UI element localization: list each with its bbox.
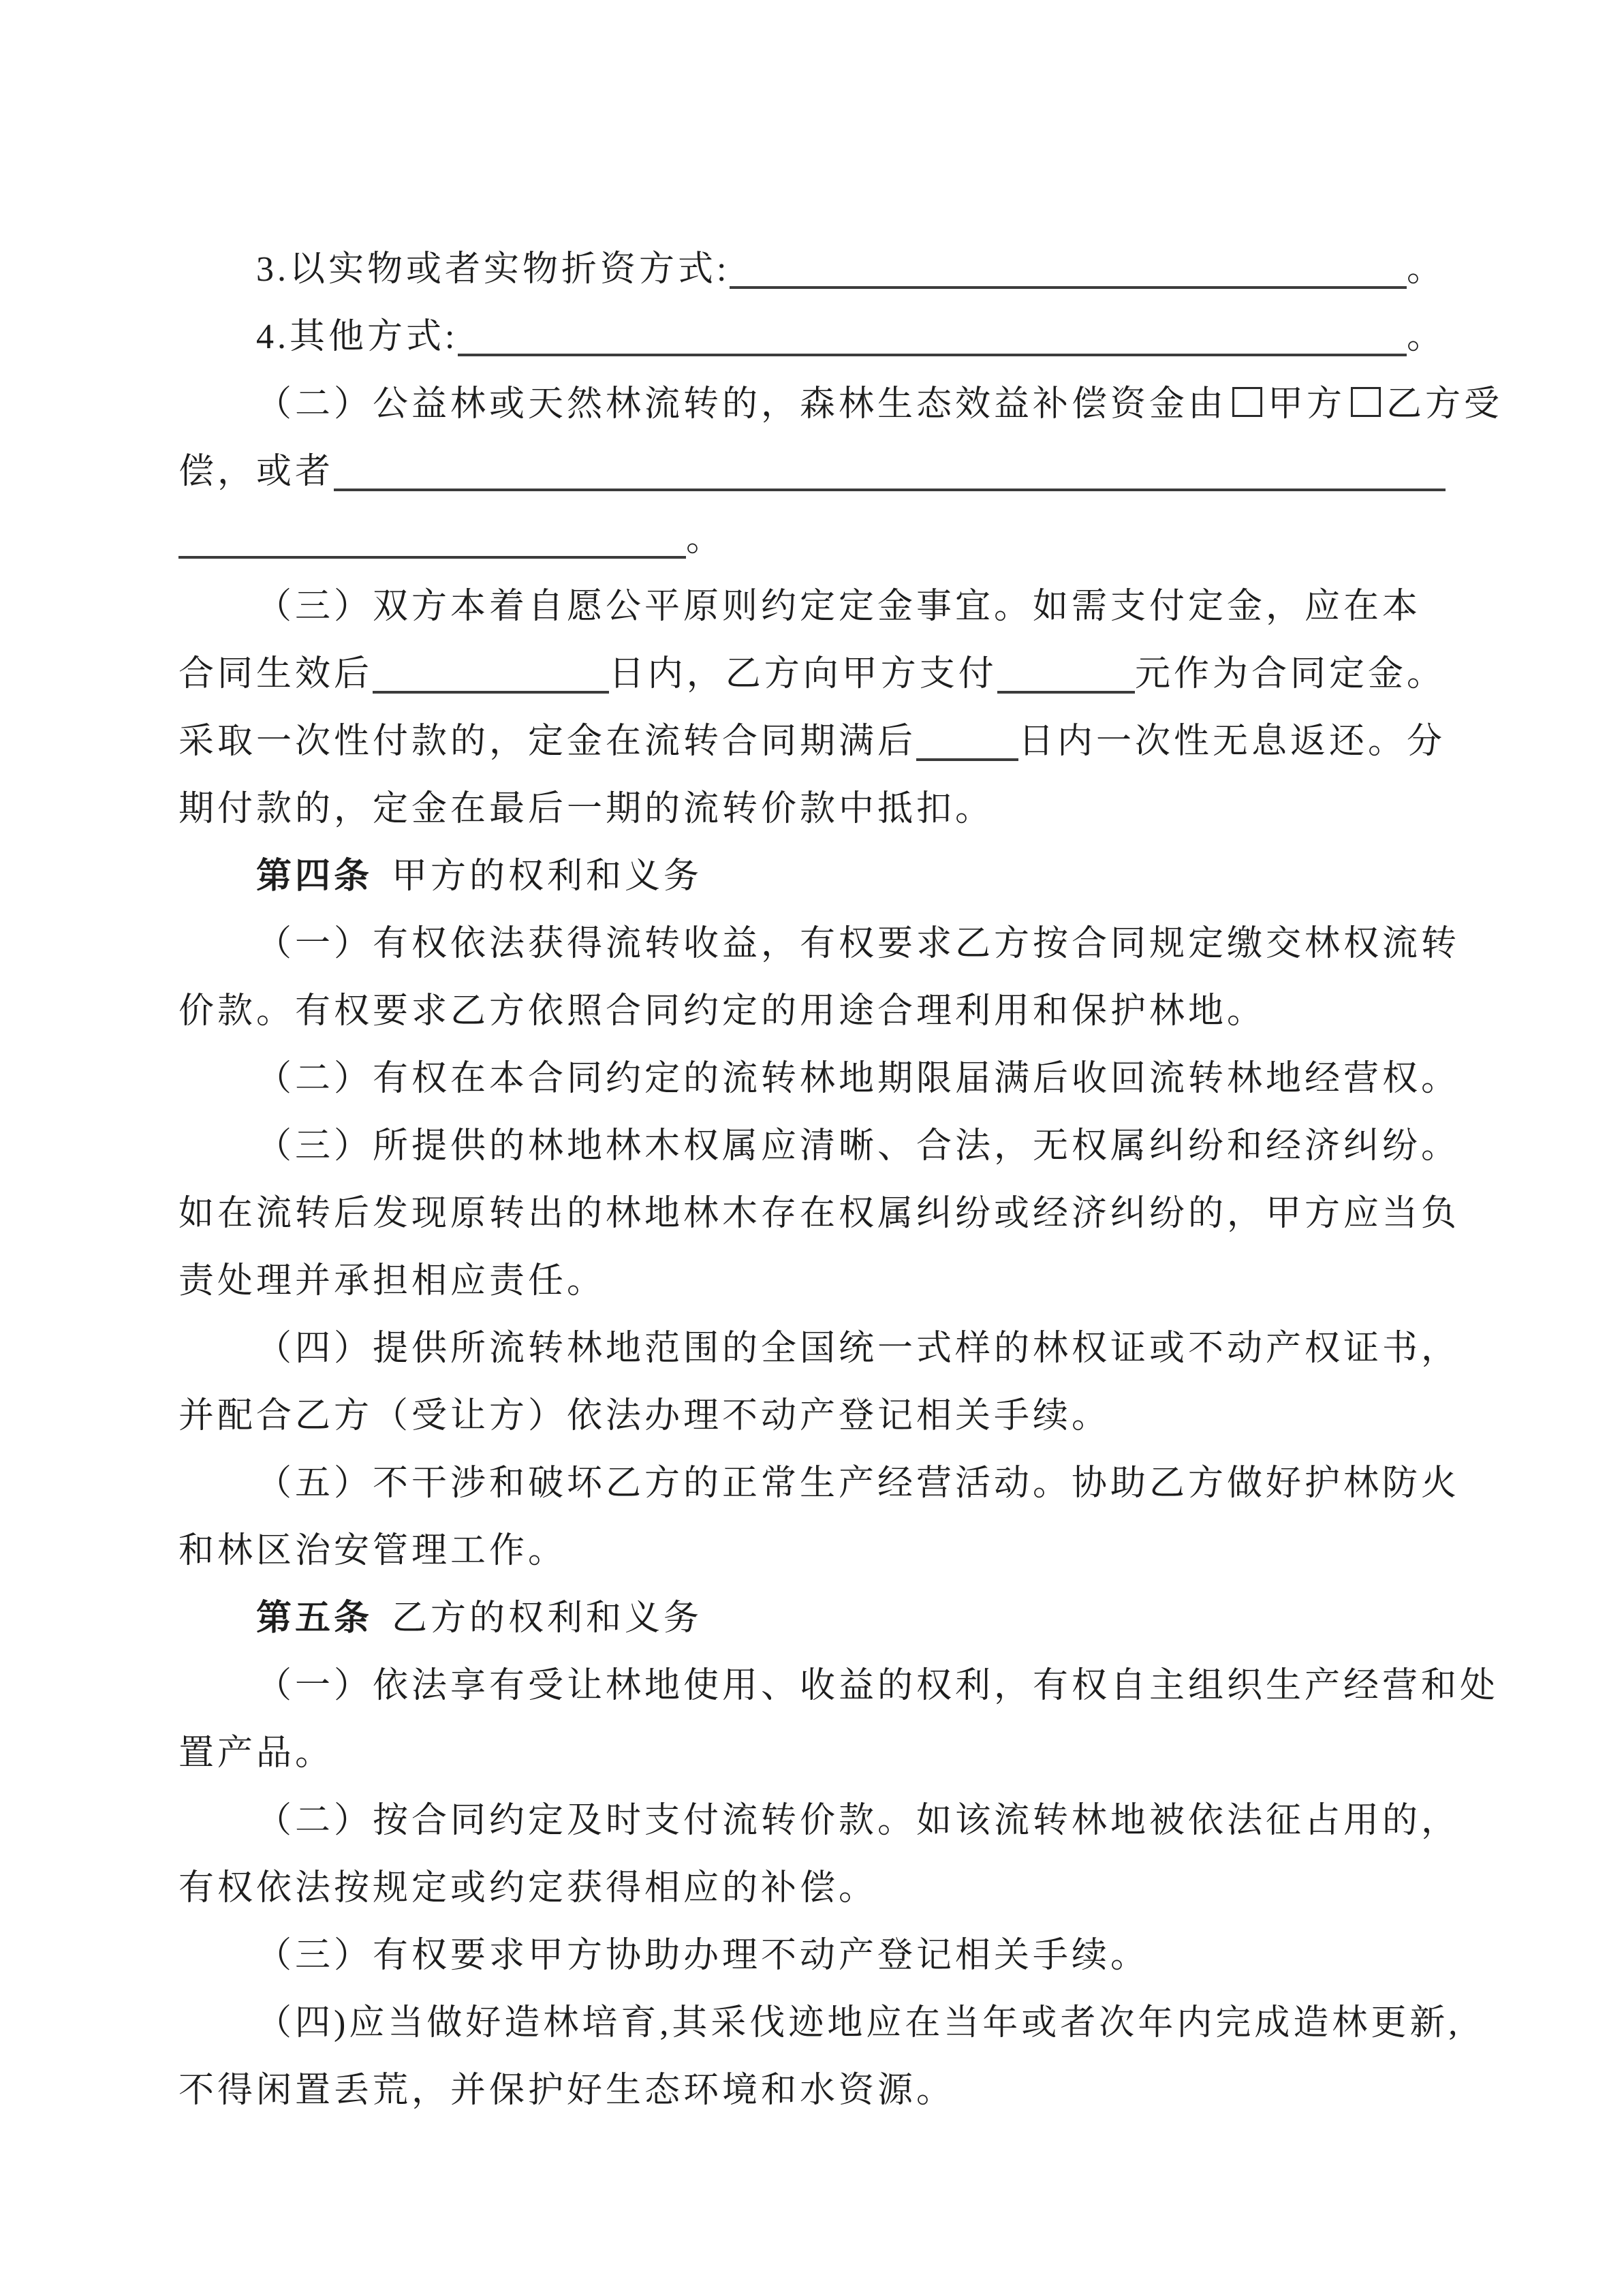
text-run: 乙方的权利和义务 xyxy=(392,1599,703,1638)
document-line xyxy=(178,1247,1446,1315)
document-line xyxy=(178,1113,1461,1180)
document-line xyxy=(178,506,1446,573)
document-line xyxy=(178,708,1446,775)
text-run: （五）不干涉和破坏乙方的正常生产经营活动。协助乙方做好护林防火 xyxy=(256,1464,1461,1503)
text-run: （三）所提供的林地林木权属应清晰、合法，无权属纠纷和经济纠纷。 xyxy=(256,1127,1461,1166)
text-run: 期付款的，定金在最后一期的流转价款中抵扣。 xyxy=(178,790,995,828)
blank-in-kind-method[interactable] xyxy=(730,286,1407,289)
text-run: 日内一次性无息返还。分 xyxy=(1018,722,1446,761)
document-line xyxy=(178,2057,1446,2124)
text-run: （四）提供所流转林地范围的全国统一式样的林权证或不动产权证书， xyxy=(256,1329,1461,1368)
text-run: 采取一次性付款的，定金在流转合同期满后 xyxy=(178,722,917,761)
text-run: 甲方 xyxy=(1268,385,1346,424)
document-line xyxy=(178,236,1446,303)
text-run: 不得闲置丢荒，并保护好生态环境和水资源。 xyxy=(178,2071,956,2110)
document-line xyxy=(178,1180,1461,1247)
document-line xyxy=(178,775,1446,843)
text-run: （二）公益林或天然林流转的，森林生态效益补偿资金由 xyxy=(256,385,1228,424)
document-line xyxy=(178,1922,1446,1989)
document-line xyxy=(178,438,1446,506)
document-line xyxy=(178,1382,1446,1450)
text-run: 3.以实物或者实物折资方式: xyxy=(256,250,730,289)
article-heading: 第五条 xyxy=(256,1599,373,1638)
text-run: 。 xyxy=(1406,250,1446,289)
document-line xyxy=(178,910,1461,978)
text-run: 价款。有权要求乙方依照合同约定的用途合理利用和保护林地。 xyxy=(178,992,1266,1031)
text-run: 如在流转后发现原转出的林地林木存在权属纠纷或经济纠纷的，甲方应当负 xyxy=(178,1194,1461,1233)
blank-other-method[interactable] xyxy=(458,354,1407,356)
text-run: 4.其他方式: xyxy=(256,317,458,356)
document-page xyxy=(178,236,1503,2124)
text-run: 责处理并承担相应责任。 xyxy=(178,1262,606,1301)
document-line xyxy=(178,1989,1461,2057)
text-run: （一）依法享有受让林地使用、收益的权利，有权自主组织生产经营和处 xyxy=(256,1667,1499,1705)
text-run: 甲方的权利和义务 xyxy=(392,857,703,896)
text-run: 有权依法按规定或约定获得相应的补偿。 xyxy=(178,1869,878,1908)
text-run: （二）按合同约定及时支付流转价款。如该流转林地被依法征占用的， xyxy=(256,1801,1461,1840)
document-line xyxy=(178,1787,1461,1855)
document-line xyxy=(178,640,1446,708)
document-line xyxy=(178,1585,1446,1652)
document-line xyxy=(178,371,1503,438)
text-run: 置产品。 xyxy=(178,1734,334,1773)
article-heading: 第四条 xyxy=(256,857,373,896)
blank-deposit-amount[interactable] xyxy=(997,691,1135,694)
document-line xyxy=(178,1855,1446,1922)
blank-days-after-effective[interactable] xyxy=(373,691,609,694)
document-line xyxy=(178,1517,1446,1585)
document-line xyxy=(178,303,1446,371)
text-run: 元作为合同定金。 xyxy=(1134,655,1446,694)
text-run: （二）有权在本合同约定的流转林地期限届满后收回流转林地经营权。 xyxy=(256,1059,1461,1098)
blank-compensation-recipient-cont[interactable] xyxy=(178,556,686,559)
text-run: 合同生效后 xyxy=(178,655,373,694)
checkbox-party-a[interactable] xyxy=(1232,387,1262,417)
text-run: 偿，或者 xyxy=(178,452,334,491)
text-run: （三）有权要求甲方协助办理不动产登记相关手续。 xyxy=(256,1936,1150,1975)
blank-refund-days[interactable] xyxy=(916,758,1018,761)
checkbox-party-b[interactable] xyxy=(1351,387,1381,417)
text-run: 。 xyxy=(686,520,725,559)
text-run: 日内，乙方向甲方支付 xyxy=(608,655,997,694)
document-line xyxy=(178,1045,1461,1113)
text-run: （一）有权依法获得流转收益，有权要求乙方按合同规定缴交林权流转 xyxy=(256,925,1461,963)
document-line xyxy=(178,978,1446,1045)
document-line xyxy=(178,573,1446,640)
document-line xyxy=(178,1450,1461,1517)
document-line xyxy=(178,1315,1461,1382)
text-run: 乙方受 xyxy=(1386,385,1503,424)
text-run: 和林区治安管理工作。 xyxy=(178,1532,567,1570)
document-line xyxy=(178,1720,1446,1787)
text-run: 并配合乙方（受让方）依法办理不动产登记相关手续。 xyxy=(178,1397,1111,1436)
document-line xyxy=(178,1652,1499,1720)
text-run: 。 xyxy=(1406,317,1446,356)
text-run: （四)应当做好造林培育,其采伐迹地应在当年或者次年内完成造林更新, xyxy=(256,2004,1461,2043)
text-run: （三）双方本着自愿公平原则约定定金事宜。如需支付定金，应在本 xyxy=(256,587,1422,626)
document-line xyxy=(178,843,1446,910)
blank-compensation-recipient[interactable] xyxy=(334,489,1446,491)
